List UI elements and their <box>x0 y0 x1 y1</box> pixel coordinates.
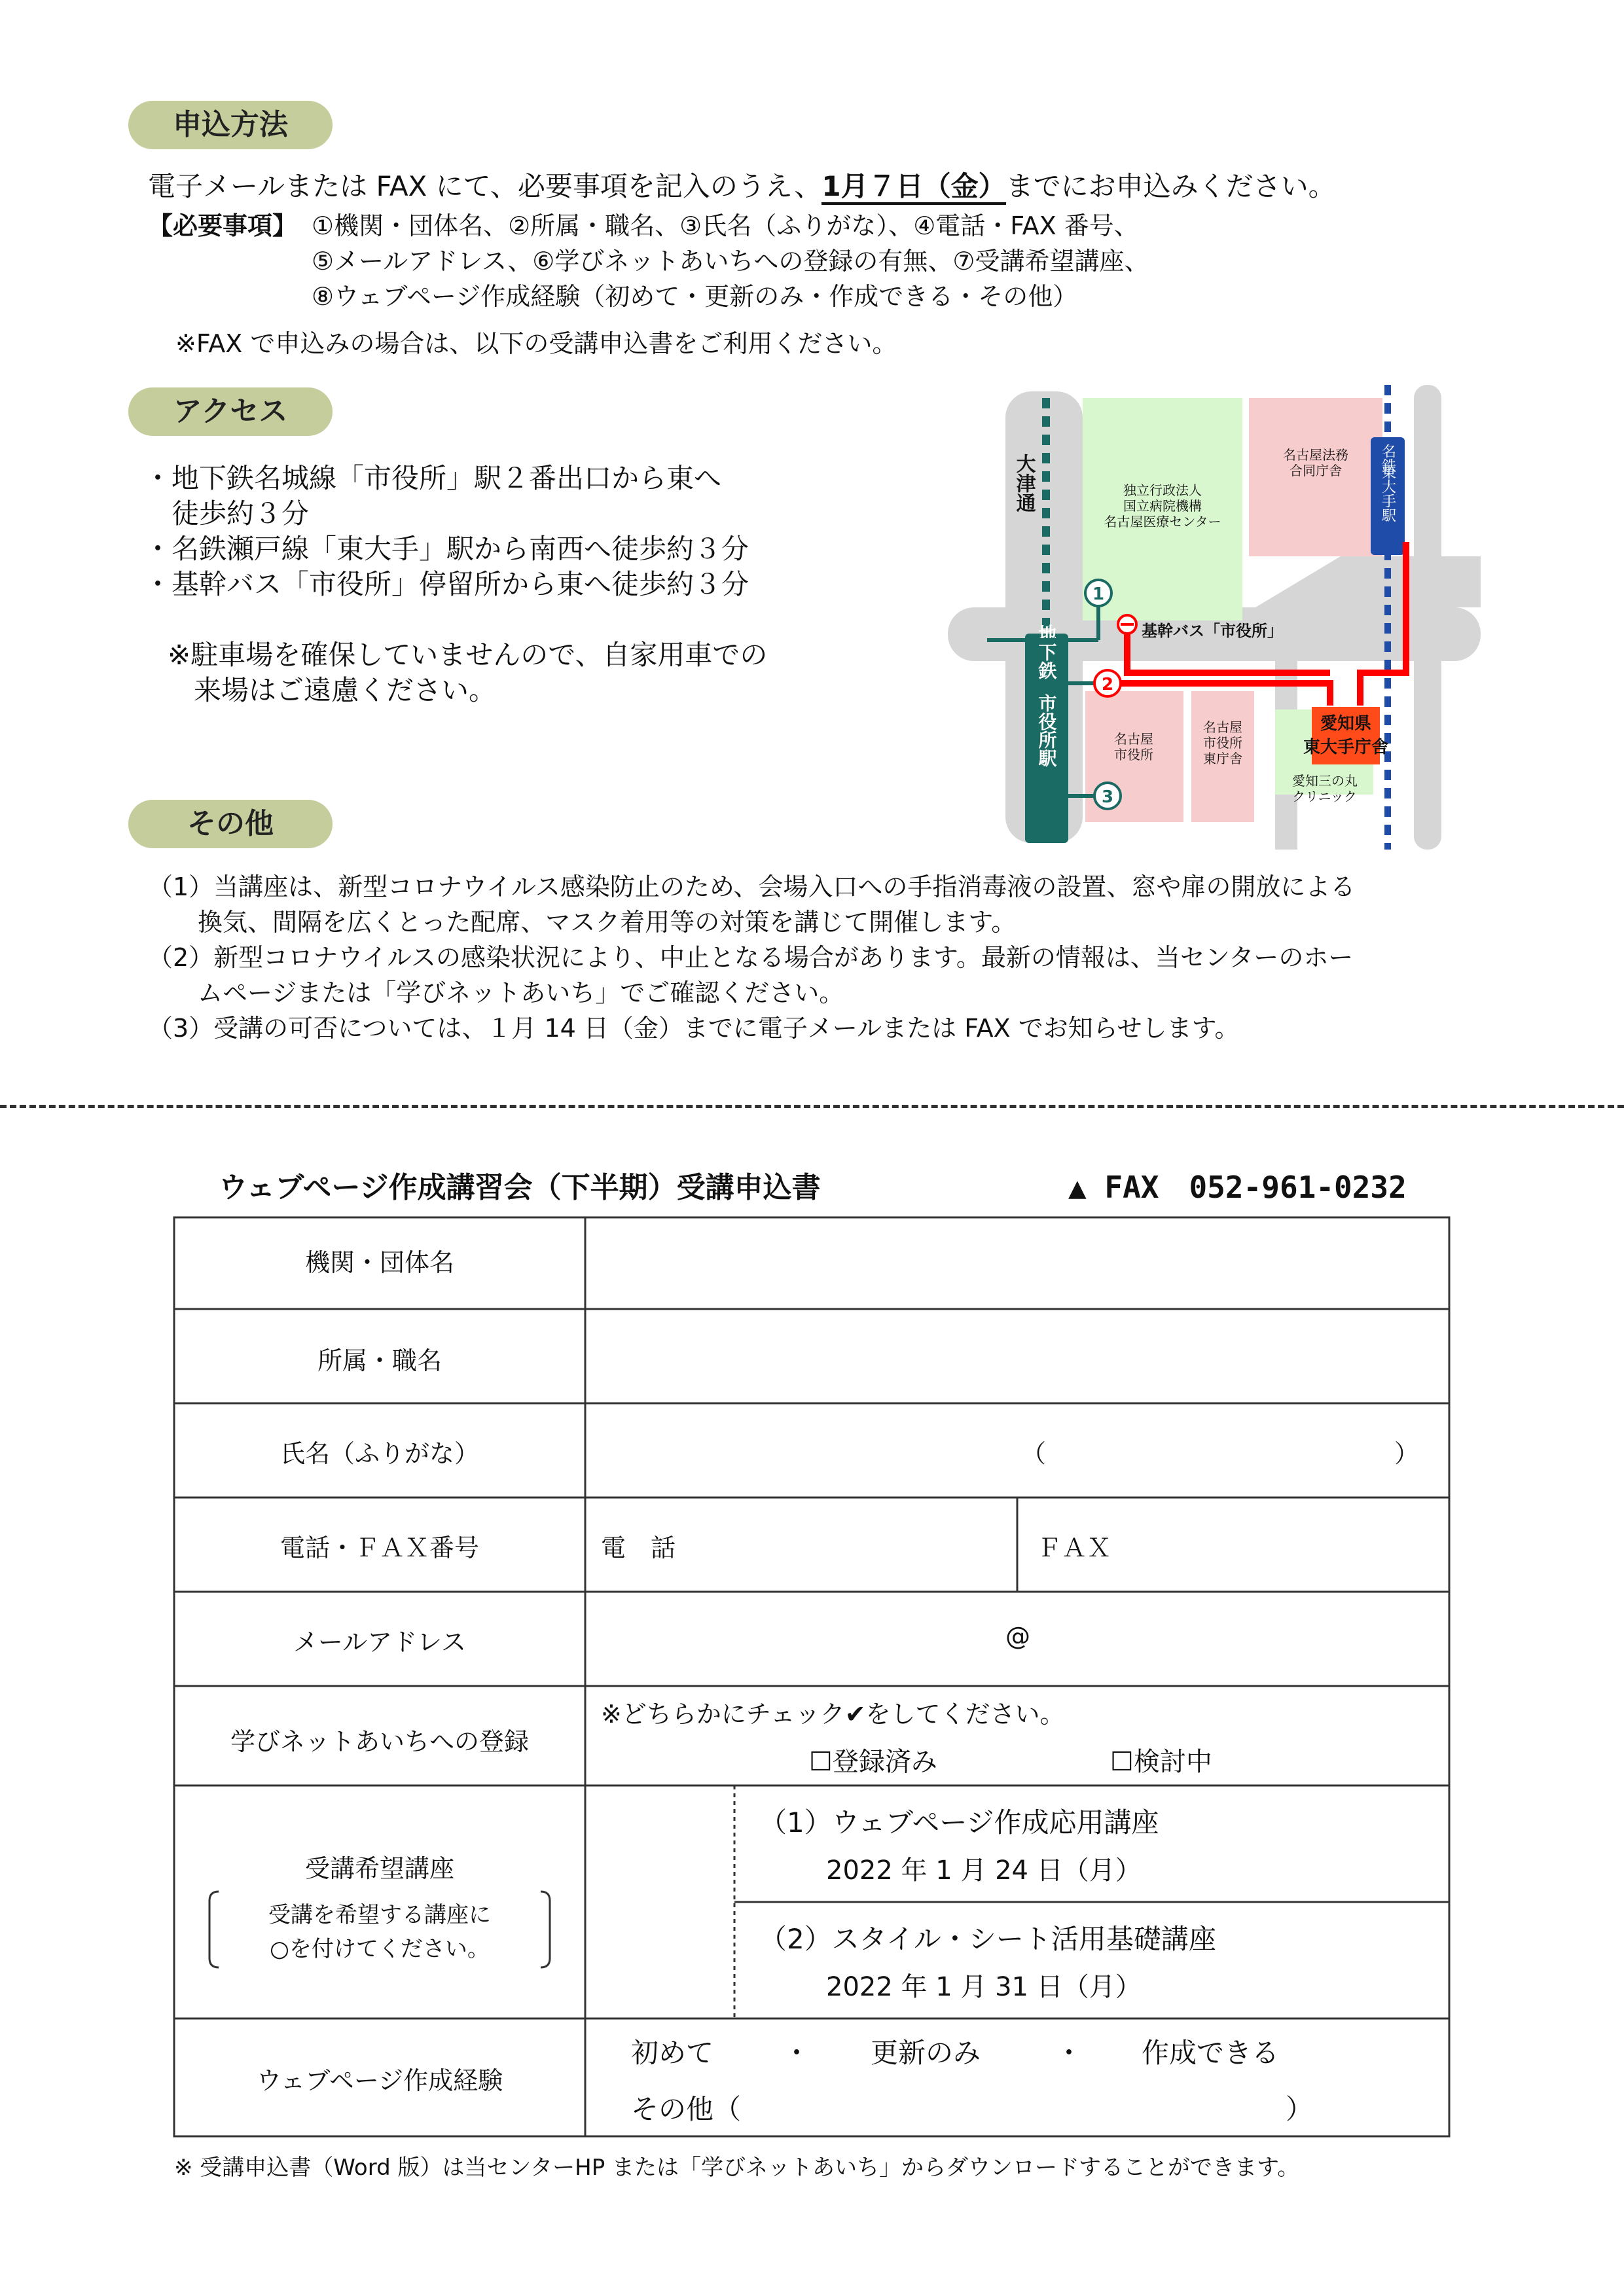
option-registered[interactable]: ☐登録済み <box>809 1747 937 1777</box>
required-label: 【必要事項】 <box>148 211 298 240</box>
application-heading: 申込方法 <box>128 101 333 149</box>
registration-note: ※どちらかにチェック✔をしてください。 <box>601 1700 1065 1729</box>
exit-2-label: 2 <box>1101 675 1114 694</box>
registration-label: 学びネットあいちへの登録 <box>230 1727 529 1756</box>
otsu-dori-label: 大津通 <box>1012 454 1036 512</box>
access-item-2: ・名鉄瀬戸線「東大手」駅から南西へ徒歩約３分 <box>144 533 749 565</box>
east-bldg-label-1: 名古屋 <box>1203 719 1242 735</box>
other-heading: その他 <box>128 800 333 848</box>
email-at[interactable]: @ <box>1005 1622 1030 1651</box>
access-item-1b: 徒歩約３分 <box>144 497 310 529</box>
shiyakusho-station-label: 市役所駅 <box>1036 694 1058 767</box>
access-heading: アクセス <box>128 387 333 436</box>
form-fax-number: ▲ FAX 052-961-0232 <box>1068 1170 1407 1205</box>
gov-bldg-label-1: 名古屋法務 <box>1283 447 1348 463</box>
venue-label-2: 東大手庁舎 <box>1303 738 1389 757</box>
exp-dot-1: ・ <box>783 2037 811 2069</box>
other-item-1: （1）当講座は、新型コロナウイルス感染防止のため、会場入口への手指消毒液の設置、窓や扉の開放による <box>148 872 1356 901</box>
hospital-label-2: 国立病院機構 <box>1123 498 1202 514</box>
intro-before: 電子メールまたは FAX にて、必要事項を記入のうえ、 <box>148 170 822 202</box>
exit-3-label: 3 <box>1101 787 1114 807</box>
other-item-2: （2）新型コロナウイルスの感染状況により、中止となる場合があります。最新の情報は、当センターのホー <box>148 943 1354 972</box>
east-bldg-label-3: 東庁舎 <box>1203 751 1242 766</box>
course2-date: 2022 年 1 月 31 日（月） <box>826 1972 1142 2002</box>
name-field[interactable] <box>586 1405 1448 1496</box>
hospital-label-3: 名古屋医療センター <box>1104 514 1221 529</box>
form-title: ウェブページ作成講習会（下半期）受講申込書 <box>219 1171 821 1204</box>
dept-label: 所属・職名 <box>317 1346 442 1375</box>
exp-other-close: ） <box>1286 2093 1314 2125</box>
course2-title: （2）スタイル・シート活用基礎講座 <box>759 1923 1216 1955</box>
deadline-date: 1月７日（金） <box>821 170 1005 205</box>
city-hall-label-1: 名古屋 <box>1114 731 1153 747</box>
hospital-label-1: 独立行政法人 <box>1123 482 1202 498</box>
fax-field[interactable]: ＦＡＸ <box>1037 1534 1112 1562</box>
course1-date: 2022 年 1 月 24 日（月） <box>826 1856 1142 1886</box>
required-line-2: ⑤メールアドレス、⑥学びネットあいちへの登録の有無、⑦受講希望講座、 <box>312 247 1149 276</box>
course-label: 受講希望講座 <box>304 1854 454 1883</box>
exp-dot-2: ・ <box>1055 2037 1083 2069</box>
other-item-2b: ムページまたは「学びネットあいち」でご確認ください。 <box>148 978 844 1007</box>
clinic-label-2: クリニック <box>1292 789 1357 804</box>
exp-first[interactable]: 初めて <box>631 2037 714 2069</box>
intro-after: までにお申込みください。 <box>1005 170 1336 202</box>
bus-stop-label: 基幹バス「市役所」 <box>1142 622 1283 640</box>
name-paren-open: （ <box>1021 1439 1047 1468</box>
other-item-1b: 換気、間隔を広くとった配席、マスク着用等の対策を講じて開催します。 <box>148 908 1017 937</box>
org-label: 機関・団体名 <box>304 1248 454 1277</box>
course1-circle-cell[interactable] <box>586 1787 733 1901</box>
parking-note-1: ※駐車場を確保していませんので、自家用車での <box>168 639 768 671</box>
org-field[interactable] <box>586 1219 1448 1308</box>
course-note-1: 受講を希望する講座に <box>268 1902 491 1928</box>
phone-label: 電話・ＦＡＸ番号 <box>280 1534 479 1562</box>
form-footnote: ※ 受講申込書（Word 版）は当センターHP または「学びネットあいち」からダウンロードすることができます。 <box>174 2155 1300 2181</box>
phone-field[interactable]: 電 話 <box>601 1534 676 1562</box>
gov-bldg-label-2: 合同庁舎 <box>1290 463 1342 478</box>
city-hall-label-2: 市役所 <box>1114 747 1153 762</box>
venue-label-1: 愛知県 <box>1320 714 1372 734</box>
subway-label: 地下鉄 <box>1036 624 1058 679</box>
course1-title: （1）ウェブページ作成応用講座 <box>759 1806 1159 1839</box>
exp-update[interactable]: 更新のみ <box>871 2037 981 2069</box>
course2-circle-cell[interactable] <box>586 1903 733 2017</box>
east-bldg-label-2: 市役所 <box>1203 735 1242 751</box>
course-note-2: ○を付けてください。 <box>270 1936 490 1962</box>
required-line-3: ⑧ウェブページ作成経験（初めて・更新のみ・作成できる・その他） <box>312 282 1078 311</box>
clinic-label-1: 愛知三の丸 <box>1292 773 1358 789</box>
parking-note-2: 来場はご遠慮ください。 <box>194 674 497 706</box>
exp-other[interactable]: その他（ <box>631 2093 742 2125</box>
required-line-1: ①機関・団体名、②所属・職名、③氏名（ふりがな）、④電話・FAX 番号、 <box>312 211 1139 240</box>
option-considering[interactable]: ☐検討中 <box>1110 1747 1212 1777</box>
fax-note: ※FAX で申込みの場合は、以下の受講申込書をご利用ください。 <box>175 329 897 358</box>
name-label: 氏名（ふりがな） <box>280 1439 479 1468</box>
access-item-1: ・地下鉄名城線「市役所」駅２番出口から東へ <box>144 462 722 494</box>
exp-can[interactable]: 作成できる <box>1142 2037 1280 2069</box>
experience-label: ウェブページ作成経験 <box>256 2066 503 2095</box>
access-item-3: ・基幹バス「市役所」停留所から東へ徒歩約３分 <box>144 568 749 600</box>
other-item-3: （3）受講の可否については、１月 14 日（金）までに電子メールまたは FAX でお知らせします。 <box>148 1014 1240 1043</box>
higashiote-station-label: 東大手駅 <box>1379 465 1396 522</box>
email-label: メールアドレス <box>293 1628 467 1657</box>
exit-1-label: 1 <box>1092 584 1105 604</box>
meitetsu-label: 名鉄 <box>1379 444 1396 473</box>
dept-field[interactable] <box>586 1310 1448 1402</box>
name-paren-close: ） <box>1394 1439 1420 1468</box>
